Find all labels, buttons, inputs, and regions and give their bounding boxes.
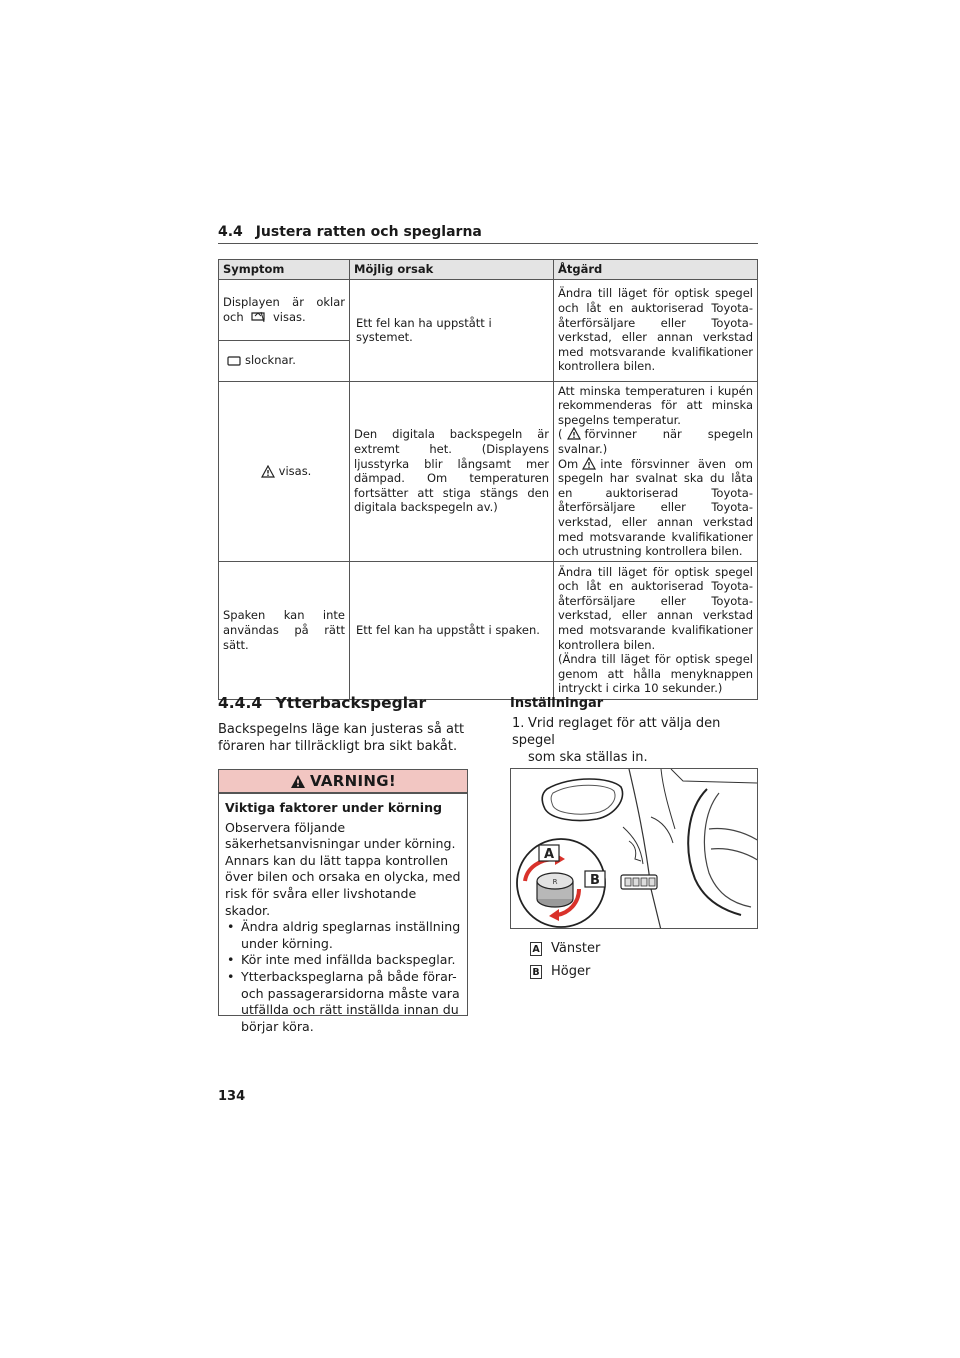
action-text-part: förvinner när spegeln svalnar.) xyxy=(558,427,753,456)
settings-title: Inställningar xyxy=(510,696,604,711)
action-text xyxy=(558,427,753,456)
section-number: 4.4 xyxy=(218,224,243,240)
warning-label: VARNING! xyxy=(310,772,396,790)
table-row xyxy=(219,381,758,561)
warning-triangle-icon xyxy=(290,774,306,789)
symptom-text: visas. xyxy=(272,309,306,324)
action-text: (Ändra till läget för optisk spegel genom att hålla menyknappen intryckt i cirka 10 sekunder.) xyxy=(558,652,753,696)
warning-triangle-icon xyxy=(261,465,275,478)
warning-list xyxy=(225,919,461,1035)
action-text-part: Om xyxy=(558,456,579,471)
page-number: 134 xyxy=(218,1089,246,1104)
cause-cell: Ett fel kan ha uppstått i spaken. xyxy=(350,561,554,699)
legend-text: Vänster xyxy=(551,941,601,956)
step-number: 1. xyxy=(512,716,525,731)
warning-body xyxy=(219,794,467,1035)
subsection-title-text: Ytterbackspeglar xyxy=(275,694,427,712)
action-text-part: inte försvinner även om spegeln har svalnat ska du låta en auktoriserad Toyota-återförsäljare eller Toyota-verkstad, eller annan verkstad med motsvarande kvalifikationer och utrustning kontrollera bilen. xyxy=(558,456,753,559)
symptom-cell: Spaken kan inte användas på rätt sätt. xyxy=(219,561,350,699)
legend-item xyxy=(530,940,600,957)
symptom-text: slocknar. xyxy=(245,353,296,368)
column-header: Möjlig orsak xyxy=(350,260,554,280)
legend-text: Höger xyxy=(551,964,591,979)
action-cell: Ändra till läget för optisk spegel och låt en auktoriserad Toyota-återförsäljare eller Toyota-verkstad, eller annan verkstad med motsvarande kvalifikationer kontrollera bilen. xyxy=(554,279,758,381)
legend-item xyxy=(530,963,590,980)
table-row xyxy=(219,279,758,340)
column-header: Åtgärd xyxy=(554,260,758,280)
subsection-number: 4.4.4 xyxy=(218,694,263,712)
subsection-title xyxy=(218,694,426,712)
illustration-drawing xyxy=(511,769,758,929)
action-text xyxy=(558,457,753,559)
intro-paragraph: Backspegelns läge kan justeras så att föraren har tillräckligt bra sikt bakåt. xyxy=(218,722,465,754)
warning-text: Observera följande säkerhetsanvisningar under körning. Annars kan du lätt tappa kontrollen över bilen och orsaka en olycka, med risk för svåra eller livshotande skador. xyxy=(225,819,461,918)
action-text: Ändra till läget för optisk spegel och låt en auktoriserad Toyota-återförsäljare eller Toyota-verkstad, eller annan verkstad med motsvarande kvalifikationer kontrollera bilen. xyxy=(558,564,753,652)
action-text: Att minska temperaturen i kupén rekommenderas för att minska spegelns temperatur. xyxy=(558,383,753,427)
symptom-table xyxy=(218,259,758,700)
symptom-text: visas. xyxy=(278,463,312,478)
warning-triangle-icon xyxy=(582,457,596,470)
list-item: • Kör inte med infällda backspeglar. xyxy=(225,952,461,969)
step-1 xyxy=(512,715,758,766)
table-row xyxy=(219,561,758,699)
step-text: Vrid reglaget för att välja den spegel xyxy=(512,716,721,748)
symptom-text: Displayen är oklar och xyxy=(223,295,345,324)
action-cell xyxy=(554,561,758,699)
warning-triangle-icon xyxy=(567,427,581,440)
warning-box xyxy=(218,769,468,1034)
legend-key: A xyxy=(530,942,542,956)
action-cell xyxy=(554,381,758,561)
cause-cell: Ett fel kan ha uppstått i systemet. xyxy=(350,279,554,381)
camera-mirror-off-icon xyxy=(227,356,241,366)
legend-key: B xyxy=(530,965,542,979)
table-header-row xyxy=(219,260,758,280)
svg-text:R: R xyxy=(552,878,558,886)
list-item: • Ytterbackspeglarna på både förar- och passagerarsidorna måste vara utfällda och rätt inställda innan du börjar köra. xyxy=(225,969,461,1035)
warning-header xyxy=(219,770,467,794)
symptom-cell xyxy=(219,381,350,561)
mirror-switch-illustration xyxy=(510,768,758,929)
section-title: Justera ratten och speglarna xyxy=(255,224,482,240)
figure-label-b: B xyxy=(590,873,600,888)
column-header: Symptom xyxy=(219,260,350,280)
symptom-cell xyxy=(219,340,350,381)
warning-title: Viktiga faktorer under körning xyxy=(225,800,443,815)
page-header xyxy=(218,224,758,244)
camera-mirror-icon xyxy=(251,311,265,323)
step-text: som ska ställas in. xyxy=(528,750,648,765)
cause-cell: Den digitala backspegeln är extremt het. (Displayens ljusstyrka blir långsamt mer dämpad. Om temperaturen fortsätter att stiga stängs den digitala backspegeln av.) xyxy=(350,381,554,561)
list-item: • Ändra aldrig speglarnas inställning under körning. xyxy=(225,919,461,952)
symptom-cell xyxy=(219,279,350,340)
action-text-part: ( xyxy=(558,427,563,442)
figure-label-a: A xyxy=(543,847,555,862)
